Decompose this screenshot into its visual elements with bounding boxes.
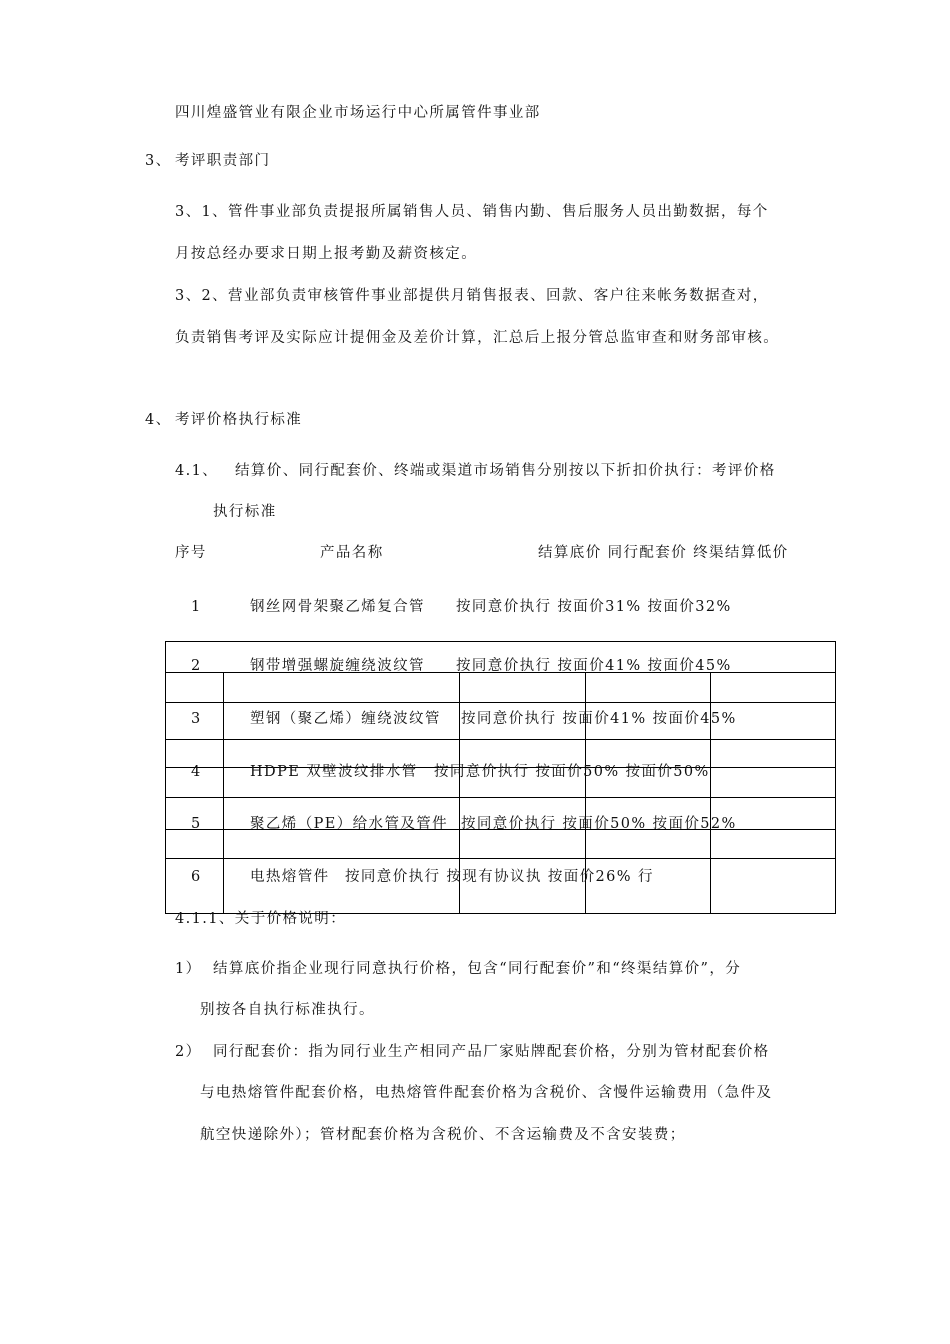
section-3-number: 3、 xyxy=(145,153,172,169)
section-4-number: 4、 xyxy=(145,412,172,428)
table-row-5-seq: 5 xyxy=(191,816,202,832)
section-3-heading: 考评职责部门 xyxy=(175,153,271,169)
item-3-1-line2: 月按总经办要求日期上报考勤及薪资核定。 xyxy=(175,246,478,262)
table-row-6-prices: 按同意价执行 按现有协议执 按面价26% 行 xyxy=(345,869,654,885)
note-1-marker: 1） xyxy=(175,961,202,977)
item-4-1-number: 4.1、 xyxy=(175,463,219,479)
item-4-1-line1: 结算价、同行配套价、终端或渠道市场销售分别按以下折扣价执行：考评价格 xyxy=(235,463,776,479)
item-3-1-line1: 3、1、管件事业部负责提报所属销售人员、销售内勤、售后服务人员出勤数据，每个 xyxy=(175,204,769,220)
table-row-3-seq: 3 xyxy=(191,711,202,727)
intro-line: 四川煌盛管业有限企业市场运行中心所属管件事业部 xyxy=(175,105,541,121)
section-4-heading: 考评价格执行标准 xyxy=(175,412,303,428)
note-2-marker: 2） xyxy=(175,1044,202,1060)
table-row-4-prices: 按同意价执行 按面价50% 按面价50% xyxy=(434,764,710,780)
item-4-1-line2: 执行标准 xyxy=(213,504,277,520)
table-row-5-prices: 按同意价执行 按面价50% 按面价52% xyxy=(461,816,737,832)
table-row-1-prices: 按同意价执行 按面价31% 按面价32% xyxy=(456,599,732,615)
note-2-line3: 航空快递除外）；管材配套价格为含税价、不含运输费及不含安装费； xyxy=(200,1127,686,1143)
table-row-3-name: 塑钢（聚乙烯）缠绕波纹管 xyxy=(250,711,441,727)
table-header-prices: 结算底价 同行配套价 终渠结算低价 xyxy=(538,545,789,561)
note-1-line2: 别按各自执行标准执行。 xyxy=(200,1002,375,1018)
table-row-5-name: 聚乙烯（PE）给水管及管件 xyxy=(250,816,449,832)
item-3-2-line1: 3、2、营业部负责审核管件事业部提供月销售报表、回款、客户往来帐务数据查对， xyxy=(175,288,769,304)
table-row-6-seq: 6 xyxy=(191,869,202,885)
table-row-4-seq: 4 xyxy=(191,764,202,780)
table-row-1-seq: 1 xyxy=(191,599,202,615)
note-2-line1: 同行配套价：指为同行业生产相同产品厂家贴牌配套价格，分别为管材配套价格 xyxy=(213,1044,770,1060)
price-notes-heading: 4.1.1、关于价格说明： xyxy=(175,911,347,927)
table-row-2-prices: 按同意价执行 按面价41% 按面价45% xyxy=(456,658,732,674)
table-row-2-name: 钢带增强螺旋缠绕波纹管 xyxy=(250,658,425,674)
table-header-name: 产品名称 xyxy=(320,545,384,561)
item-3-2-line2: 负责销售考评及实际应计提佣金及差价计算，汇总后上报分管总监审查和财务部审核。 xyxy=(175,330,780,346)
table-row-2-seq: 2 xyxy=(191,658,202,674)
table-row-3-prices: 按同意价执行 按面价41% 按面价45% xyxy=(461,711,737,727)
note-1-line1: 结算底价指企业现行同意执行价格，包含“同行配套价”和“终渠结算价”，分 xyxy=(213,961,742,977)
table-header-seq: 序号 xyxy=(175,545,207,561)
table-row-6-name: 电热熔管件 xyxy=(250,869,330,885)
note-2-line2: 与电热熔管件配套价格，电热熔管件配套价格为含税价、含慢件运输费用（急件及 xyxy=(200,1085,773,1101)
table-row-4-name: HDPE 双壁波纹排水管 xyxy=(250,764,418,780)
table-row-1-name: 钢丝网骨架聚乙烯复合管 xyxy=(250,599,425,615)
